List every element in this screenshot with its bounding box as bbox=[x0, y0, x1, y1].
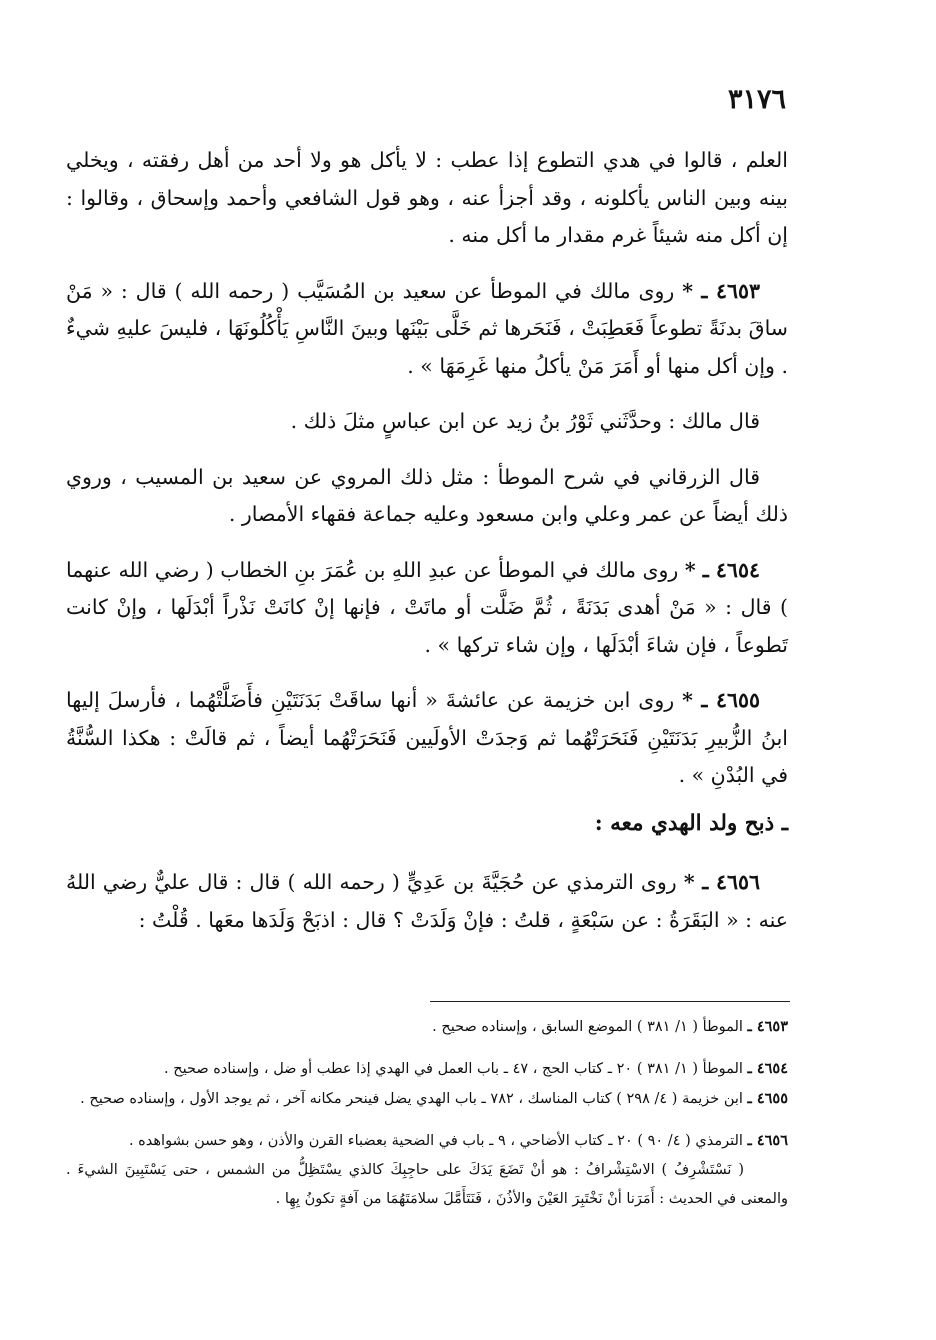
hadith-4653 bbox=[66, 273, 788, 386]
hadith-text: روى مالك في الموطأ عن سعيد بن المُسَيَّب ( رحمه الله ) قال : « مَنْ ساقَ بدنَةً تطوعاً فَعَطِبَتْ ، فَنَحَرها ثم خَلَّى بَيْنَها وبينَ النَّاسِ يَأْكُلُونَهَا ، فليسَ عليهِ شيءٌ . وإن أكل منها أو أَمَرَ مَنْ يأكلُ منها غَرِمَهَا » . bbox=[66, 278, 788, 378]
footnote-divider bbox=[430, 1001, 790, 1002]
footnote-4654 bbox=[66, 1054, 788, 1084]
footnote-text: الموطأ ( ١/ ٣٨١ ) الموضع السابق ، وإسناده صحيح . bbox=[432, 1019, 743, 1035]
footnote-gloss: ( نَسْتَشْرِفُ ) الاسْتِشْرافُ : هو أنْ تَضَعَ يَدَكَ على حاجِبِكَ كالذي يسْتَظِلُّ من الشمس ، حتى يَسْتَبِينَ الشيءَ . والمعنى في الحديث : أَمَرَنا أنْ نَخْتَبِرَ العَيْنَ والأذُنَ ، فَنَتَأَمَّلَ سلامَتَهُمَا من آفةٍ تكونُ بِهِا . bbox=[66, 1162, 788, 1207]
footnote-text: الترمذي ( ٤/ ٩٠ ) ٢٠ ـ كتاب الأضاحي ، ٩ ـ باب في الضحية بعضباء القرن والأذن ، وهو حسن بشواهده . bbox=[128, 1133, 743, 1149]
footnote-text: ابن خزيمة ( ٤/ ٢٩٨ ) كتاب المناسك ، ٧٨٢ ـ باب الهدي يضل فينحر مكانه آخر ، ثم يوجد الأول ، وإسناده صحيح . bbox=[80, 1091, 743, 1107]
hadith-text: روى ابن خزيمة عن عائشةَ « أنها ساقَتْ بَدَنَتَيْنِ فأَضَلَّتْهُما ، فأرسلَ إليها ابنُ الزُّبيرِ بَدَنَتَيْنِ فَنَحَرَتْهُما ثم وَجدَتْ الأولَيين فَنَحَرَتْهُما أيضاً ، ثم قالَتْ : هكذا السُّنَّةُ في البُدْنِ » . bbox=[66, 688, 788, 787]
hadith-number: ٤٦٥٥ ـ * bbox=[682, 688, 760, 712]
hadith-text: روى الترمذي عن حُجَيَّةَ بن عَدِيٍّ ( رحمه الله ) قال : قال عليٌّ رضي اللهُ عنه : « البَقَرَةُ : عن سَبْعَةٍ ، قلتُ : فإنْ وَلَدَتْ ؟ قال : اذبَحْ وَلَدَها معَها . قُلْتُ : bbox=[66, 870, 788, 932]
footnote-number: ٤٦٥٦ ـ bbox=[747, 1132, 788, 1149]
paragraph-zurqani: قال الزرقاني في شرح الموطأ : مثل ذلك المروي عن سعيد بن المسيب ، وروي ذلك أيضاً عن عمر وعلي وابن مسعود وعليه جماعة فقهاء الأمصار . bbox=[66, 464, 788, 526]
hadith-number: ٤٦٥٦ ـ * bbox=[683, 870, 760, 894]
hadith-4656 bbox=[66, 864, 788, 939]
paragraph-intro: العلم ، قالوا في هدي التطوع إذا عطب : لا يأكل هو ولا أحد من أهل رفقته ، ويخلي بينه وبين الناس يأكلونه ، وقد أجزأ عنه ، وهو قول الشافعي وأحمد وإسحاق ، وقالوا : إن أكل منه شيئاً غرم مقدار ما أكل منه . bbox=[66, 148, 788, 247]
paragraph-malik: قال مالك : وحدَّثَني ثَوْرُ بنُ زيد عن ابن عباسٍ مثلَ ذلك . bbox=[290, 409, 760, 433]
hadith-4654 bbox=[66, 552, 788, 665]
main-text bbox=[66, 142, 788, 957]
hadith-number: ٤٦٥٤ ـ * bbox=[684, 557, 760, 582]
footnote-number: ٤٦٥٥ ـ bbox=[747, 1090, 788, 1107]
footnote-4653 bbox=[66, 1012, 788, 1042]
hadith-text: روى مالك في الموطأ عن عبدِ اللهِ بن عُمَرَ بنِ الخطاب ( رضي الله عنهما ) قال : « مَنْ أهدى بَدَنَةً ، ثُمَّ ضَلَّت أو ماتَتْ ، فإنها إنْ كانَتْ نَذْراً أبْدَلَها ، وإنْ كانت تَطوعاً ، فإن شاءَ أبْدَلَها ، وإن شاء تركها » . bbox=[66, 557, 788, 657]
footnote-number: ٤٦٥٣ ـ bbox=[747, 1018, 788, 1035]
footnote-text: الموطأ ( ١/ ٣٨١ ) ٢٠ ـ كتاب الحج ، ٤٧ ـ باب العمل في الهدي إذا عطب أو ضل ، وإسناده صحيح . bbox=[164, 1061, 743, 1077]
footnotes bbox=[66, 1012, 788, 1214]
hadith-4655 bbox=[66, 682, 788, 795]
hadith-number: ٤٦٥٣ ـ * bbox=[682, 278, 760, 303]
footnote-number: ٤٦٥٤ ـ bbox=[747, 1060, 788, 1077]
page-number: ٣١٧٦ bbox=[727, 84, 786, 115]
footnote-4655 bbox=[66, 1084, 788, 1114]
section-heading: ـ ذبح ولد الهدي معه : bbox=[594, 810, 788, 836]
footnote-4656 bbox=[66, 1126, 788, 1156]
